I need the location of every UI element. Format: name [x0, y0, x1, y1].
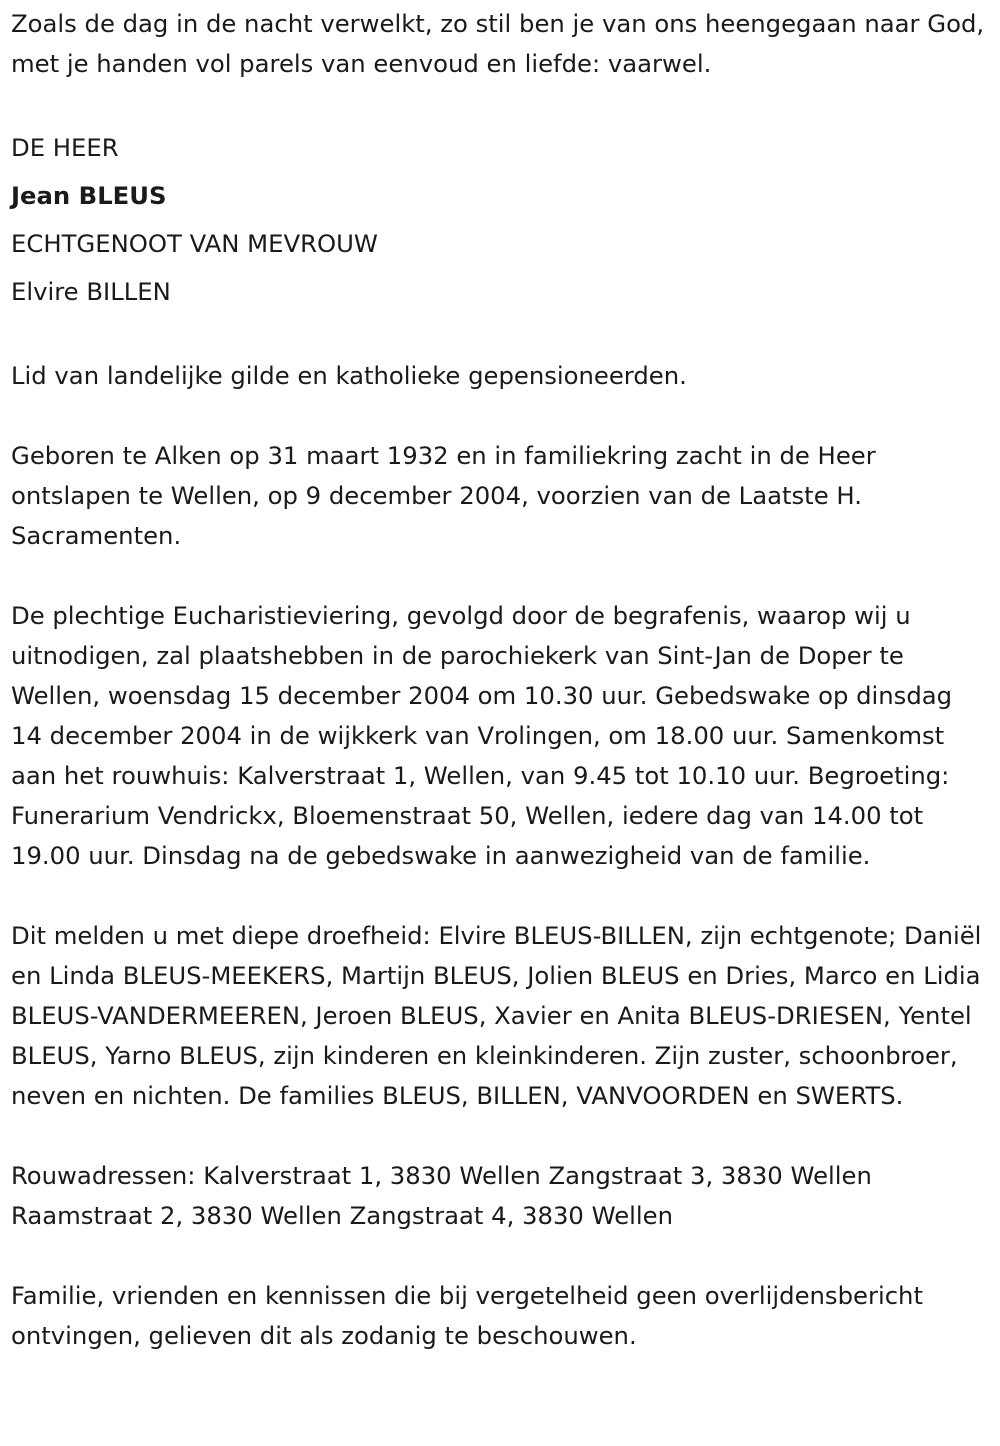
addresses-paragraph: Rouwadressen: Kalverstraat 1, 3830 Wellen Zangstraat 3, 3830 Wellen Raamstraat 2, 3830 Wellen Zangstraat 4, 3830 Wellen	[11, 1161, 872, 1230]
closing-paragraph: Familie, vrienden en kennissen die bij vergetelheid geen overlijdensbericht ontvingen, gelieven dit als zodanig te beschouwen.	[11, 1281, 923, 1350]
family-paragraph: Dit melden u met diepe droefheid: Elvire BLEUS-BILLEN, zijn echtgenote; Daniël en Linda BLEUS-MEEKERS, Martijn BLEUS, Jolien BLEUS en Dries, Marco en Lidia BLEUS-VANDERMEEREN, Jeroen BLEUS, Xavier en Anita BLEUS-DRIESEN, Yentel BLEUS, Yarno BLEUS, zijn kinderen en kleinkinderen. Zijn zuster, schoonbroer, neven en nichten. De families BLEUS, BILLEN, VANVOORDEN en SWERTS.	[11, 921, 982, 1110]
spouse-name: Elvire BILLEN	[11, 277, 171, 306]
honorific-title: DE HEER	[11, 133, 119, 162]
ceremony-paragraph: De plechtige Eucharistieviering, gevolgd door de begrafenis, waarop wij u uitnodigen, zal plaatshebben in de parochiekerk van Sint-Jan de Doper te Wellen, woensdag 15 december 2004 om 10.30 uur. Gebedswake op dinsdag 14 december 2004 in de wijkkerk van Vrolingen, om 18.00 uur. Samenkomst aan het rouwhuis: Kalverstraat 1, Wellen, van 9.45 tot 10.10 uur. Begroeting: Funerarium Vendrickx, Bloemenstraat 50, Wellen, iedere dag van 14.00 tot 19.00 uur. Dinsdag na de gebedswake in aanwezigheid van de familie.	[11, 601, 953, 870]
deceased-name: Jean BLEUS	[11, 181, 167, 210]
membership-paragraph: Lid van landelijke gilde en katholieke gepensioneerden.	[11, 361, 687, 390]
relation-line: ECHTGENOOT VAN MEVROUW	[11, 229, 378, 258]
opening-verse: Zoals de dag in de nacht verwelkt, zo stil ben je van ons heengegaan naar God, met je handen vol parels van eenvoud en liefde: vaarwel.	[11, 9, 985, 78]
deceased-heading	[11, 124, 990, 316]
birth-death-paragraph: Geboren te Alken op 31 maart 1932 en in familiekring zacht in de Heer ontslapen te Wellen, op 9 december 2004, voorzien van de Laatste H. Sacramenten.	[11, 441, 876, 550]
